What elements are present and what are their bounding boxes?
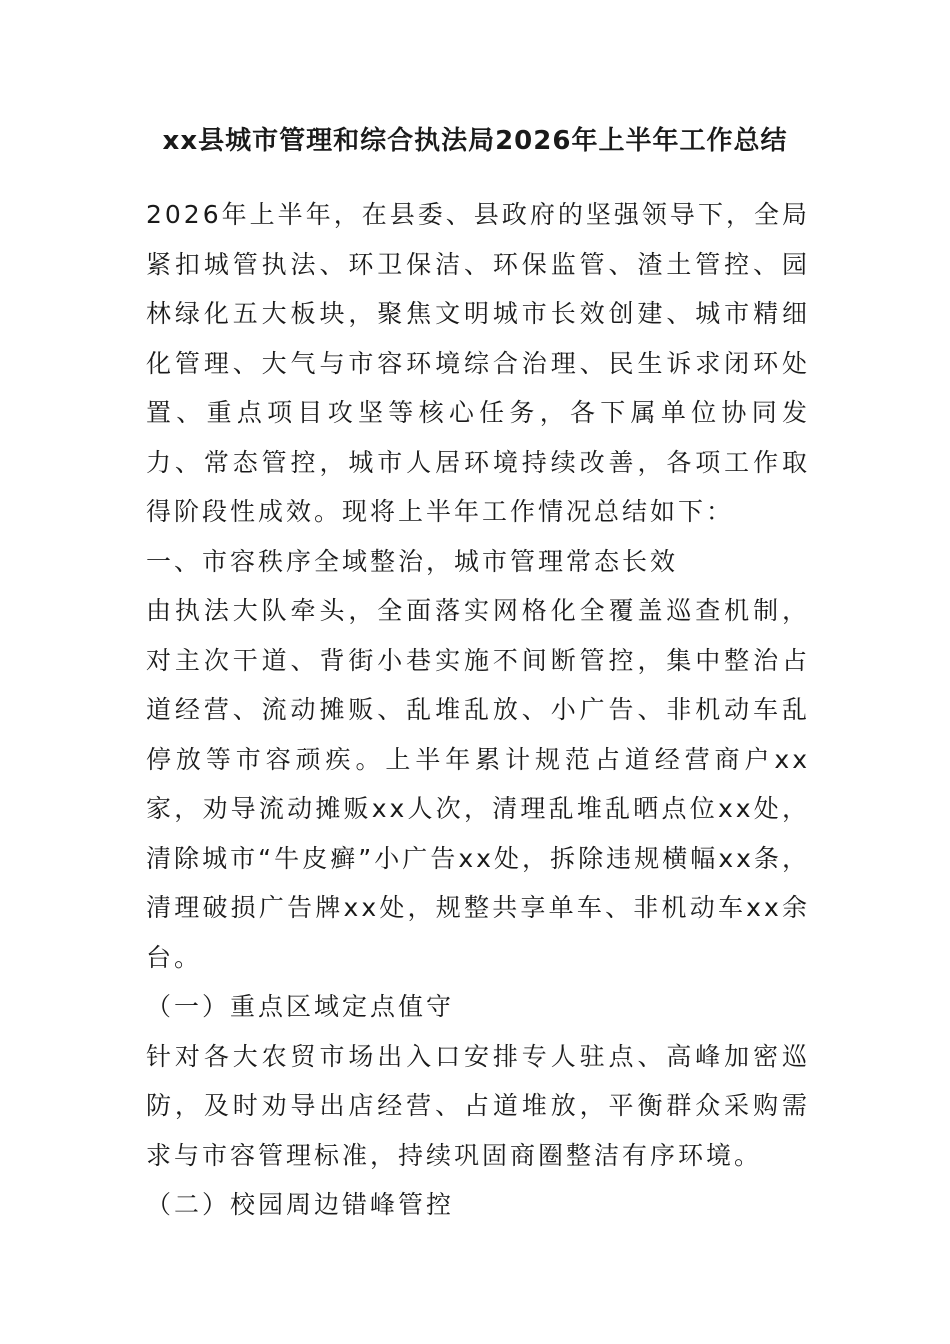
subsection-1-heading: （一）重点区域定点值守 (146, 992, 455, 1021)
document-body (146, 190, 810, 1230)
section-1-paragraph: 由执法大队牵头，全面落实网格化全覆盖巡查机制，对主次干道、背街小巷实施不间断管控，集中整治占道经营、流动摊贩、乱堆乱放、小广告、非机动车乱停放等市容顽疾。上半年累计规范占道经营商户xx家，劝导流动摊贩xx人次，清理乱堆乱晒点位xx处，清除城市“牛皮癣”小广告xx处，拆除违规横幅xx条，清理破损广告牌xx处，规整共享单车、非机动车xx余台。 (146, 596, 810, 972)
intro-paragraph: 2026年上半年，在县委、县政府的坚强领导下，全局紧扣城管执法、环卫保洁、环保监管、渣土管控、园林绿化五大板块，聚焦文明城市长效创建、城市精细化管理、大气与市容环境综合治理、民生诉求闭环处置、重点项目攻坚等核心任务，各下属单位协同发力、常态管控，城市人居环境持续改善，各项工作取得阶段性成效。现将上半年工作情况总结如下： (146, 200, 810, 526)
document-title: xx县城市管理和综合执法局2026年上半年工作总结 (162, 126, 788, 156)
section-1-heading: 一、市容秩序全域整治，城市管理常态长效 (146, 546, 679, 576)
subsection-1-paragraph: 针对各大农贸市场出入口安排专人驻点、高峰加密巡防，及时劝导出店经营、占道堆放，平衡群众采购需求与市容管理标准，持续巩固商圈整洁有序环境。 (146, 1041, 810, 1170)
subsection-2-heading: （二）校园周边错峰管控 (146, 1190, 455, 1219)
